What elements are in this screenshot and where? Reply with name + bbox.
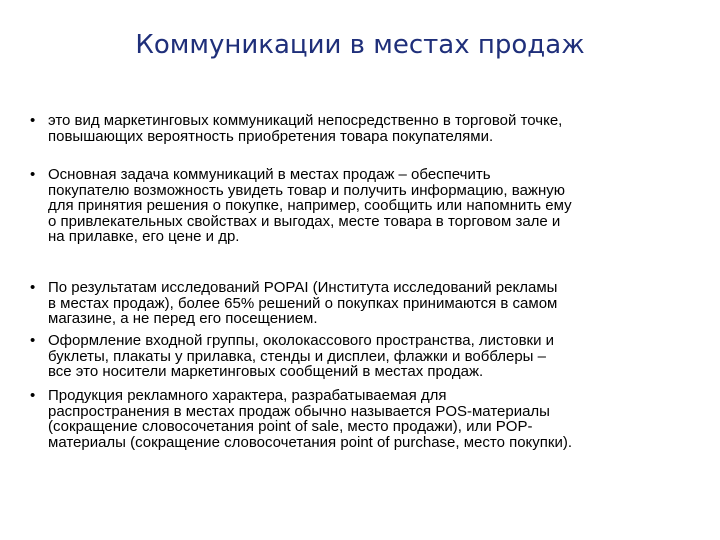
text-line: повышающих вероятность приобретения товара покупателями.: [48, 127, 494, 145]
list-item-text: [48, 280, 698, 327]
text-line: материалы (сокращение словосочетания point of purchase, место покупки).: [48, 433, 573, 451]
text-line: о привлекательных свойствах и выгодах, месте товара в торговом зале и: [48, 212, 561, 230]
text-line: Основная задача коммуникаций в местах продаж – обеспечить: [48, 166, 491, 183]
text-line: По результатам исследований POPAI (Института исследований рекламы: [48, 279, 558, 296]
list-item-text: [48, 113, 698, 144]
bullet-icon: •: [30, 166, 36, 183]
text-line: распространения в местах продаж обычно называется POS-материалы: [48, 402, 550, 420]
list-item-text: [48, 167, 698, 245]
text-line: Оформление входной группы, околокассового пространства, листовки и: [48, 332, 555, 349]
text-line: для принятия решения о покупке, например, сообщить или напомнить ему: [48, 197, 572, 215]
text-line: магазине, а не перед его посещением.: [48, 310, 318, 328]
bullet-icon: •: [30, 112, 36, 129]
list-item-text: [48, 333, 698, 380]
text-line: Продукция рекламного характера, разрабатываемая для: [48, 387, 447, 404]
bullet-icon: •: [30, 332, 36, 349]
bullet-icon: •: [30, 279, 36, 296]
text-line: все это носители маркетинговых сообщений в местах продаж.: [48, 363, 484, 381]
text-line: буклеты, плакаты у прилавка, стенды и дисплеи, флажки и вобблеры –: [48, 347, 546, 365]
bullet-icon: •: [30, 387, 36, 404]
text-line: в местах продаж), более 65% решений о покупках принимаются в самом: [48, 294, 558, 312]
slide-title: Коммуникации в местах продаж: [135, 30, 585, 60]
text-line: на прилавке, его цене и др.: [48, 228, 240, 246]
text-line: покупателю возможность увидеть товар и получить информацию, важную: [48, 181, 565, 199]
text-line: это вид маркетинговых коммуникаций непосредственно в торговой точке,: [48, 112, 563, 129]
text-line: (сокращение словосочетания point of sale, место продажи), или POP-: [48, 418, 533, 436]
list-item-text: [48, 388, 698, 450]
